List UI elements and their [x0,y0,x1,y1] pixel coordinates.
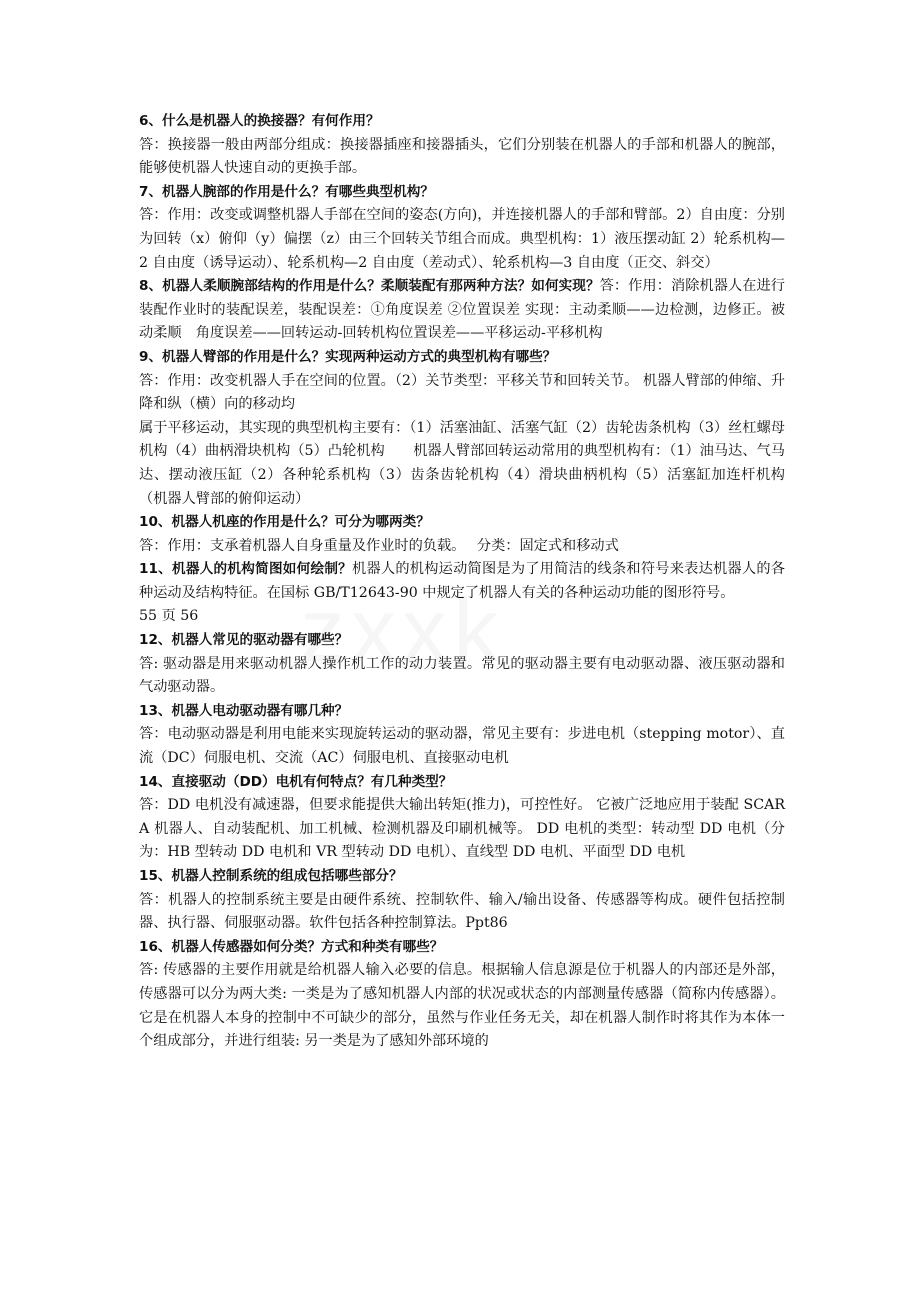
answer-10: 答：作用：支承着机器人自身重量及作业时的负载。 分类：固定式和移动式 [139,537,619,554]
question-8-paragraph [139,275,785,346]
question-11-paragraph [139,558,785,605]
answer-16: 答: 传感器的主要作用就是给机器人输入必要的信息。根据输人信息源是位于机器人的内部还是外部，传感器可以分为两大类: 一类是为了感知机器人内部的状况或状态的内部测量传感器（简称内传感器）。它是在机器人本身的控制中不可缺少的部分，虽然与作业任务无关，却在机器人制作时将其作为本体一个组成部分，并进行组装: 另一类是为了感知外部环境的 [139,962,785,1050]
question-7-heading: 7、机器人腕部的作用是什么？有哪些典型机构？ [139,183,434,200]
answer-13: 答：电动驱动器是利用电能来实现旋转运动的驱动器，常见主要有：步进电机（stepping motor）、直流（DC）伺服电机、交流（AC）伺服电机、直接驱动电机 [139,726,785,767]
answer-12: 答: 驱动器是用来驱动机器人操作机工作的动力装置。常见的驱动器主要有电动驱动器、液压驱动器和气动驱动器。 [139,655,785,696]
question-16-heading: 16、机器人传感器如何分类？方式和种类有哪些？ [139,938,444,955]
question-9-heading: 9、机器人臂部的作用是什么？实现两种运动方式的典型机构有哪些？ [139,348,557,365]
answer-8: 答：作用：消除机器人在进行装配作业时的装配误差，装配误差：①角度误差 ②位置误差 实现：主动柔顺——边检测，边修正。被动柔顺 角度误差——回转运动-回转机构位置误差——平移运动-平移机构 [139,278,785,342]
answer-9-part-2: 属于平移运动，其实现的典型机构主要有：（1）活塞油缸、活塞气缸（2）齿轮齿条机构（3）丝杠螺母机构（4）曲柄滑块机构（5）凸轮机构 机器人臂部回转运动常用的典型机构有：（1）油马达、气马达、摆动液压缸（2）各种轮系机构（3）齿条齿轮机构（4）滑块曲柄机构（5）活塞缸加连杆机构（机器人臂部的俯仰运动） [139,419,785,507]
question-8-heading: 8、机器人柔顺腕部结构的作用是什么？柔顺装配有那两种方法？如何实现？ [139,278,600,295]
question-14-heading: 14、直接驱动（DD）电机有何特点？有几种类型？ [139,773,453,790]
answer-9-part-1: 答：作用：改变机器人手在空间的位置。（2）关节类型：平移关节和回转关节。 机器人臂部的伸缩、升降和纵（横）向的移动均 [139,372,785,413]
page-reference: 55 页 56 [139,608,199,625]
document-page [139,110,785,1054]
answer-15: 答：机器人的控制系统主要是由硬件系统、控制软件、输入/输出设备、传感器等构成。硬件包括控制器、执行器、伺服驱动器。软件包括各种控制算法。Ppt86 [139,891,785,932]
question-15-heading: 15、机器人控制系统的组成包括哪些部分？ [139,868,403,884]
question-6-heading: 6、什么是机器人的换接器？有何作用？ [139,113,380,129]
question-12-heading: 12、机器人常见的驱动器有哪些？ [139,632,349,649]
question-11-heading: 11、机器人的机构简图如何绘制？ [139,561,353,578]
answer-11: 机器人的机构运动简图是为了用简洁的线条和符号来表达机器人的各种运动及结构特征。在国标 GB/T12643-90 中规定了机器人有关的各种运动功能的图形符号。 [139,561,785,601]
question-13-heading: 13、机器人电动驱动器有哪几种？ [139,702,349,719]
answer-7: 答：作用：改变或调整机器人手部在空间的姿态(方向)，并连接机器人的手部和臂部。2）自由度：分别为回转（x）俯仰（y）偏摆（z）由三个回转关节组合而成。典型机构：1）液压摆动缸 2）轮系机构—2 自由度（诱导运动）、轮系机构—2 自由度（差动式）、轮系机构—3 自由度（正交、斜交） [139,207,785,271]
answer-6: 答：换接器一般由两部分组成：换接器插座和接器插头，它们分别装在机器人的手部和机器人的腕部，能够使机器人快速自动的更换手部。 [139,136,785,177]
answer-14: 答：DD 电机没有减速器，但要求能提供大输出转矩(推力)，可控性好。 它被广泛地应用于装配 SCARA 机器人、自动装配机、加工机械、检测机器及印刷机械等。 DD 电机的类型：转动型 DD 电机（分为：HB 型转动 DD 电机和 VR 型转动 DD 电机）、直线型 DD 电机、平面型 DD 电机 [139,797,785,861]
question-10-heading: 10、机器人机座的作用是什么？可分为哪两类？ [139,514,430,531]
